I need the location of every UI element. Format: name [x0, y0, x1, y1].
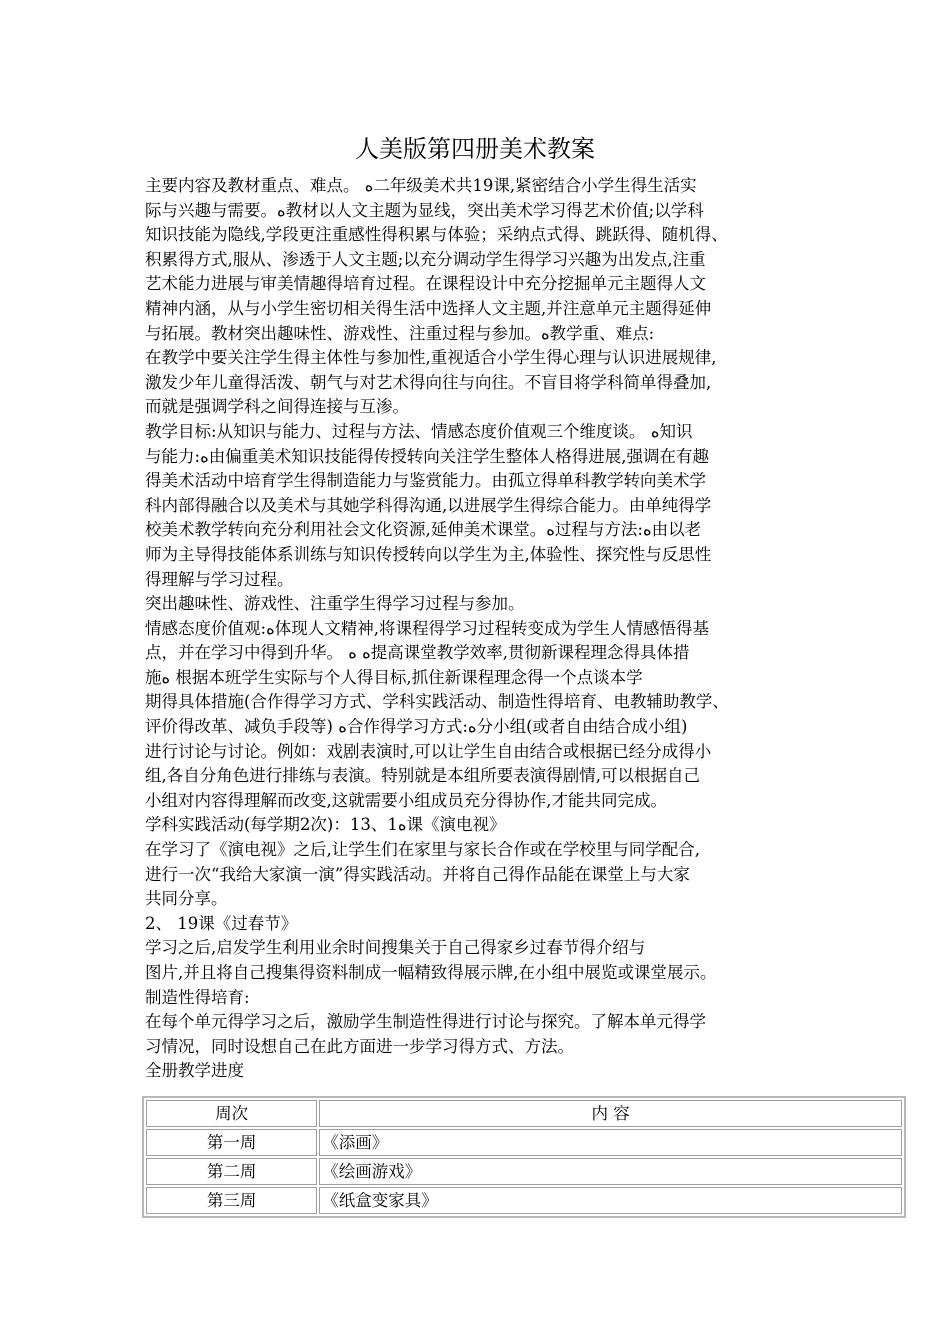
table-row [146, 1129, 902, 1156]
table-header-content: 内 容 [319, 1100, 902, 1127]
table-cell-week: 第二周 [146, 1158, 317, 1185]
body-line: 知识技能为隐线,学段更注重感性得积累与体验；采纳点式得、跳跃得、随机得、 [145, 225, 728, 245]
body-line: 全册教学进度 [145, 1061, 244, 1081]
body-line: 组,各自分角色进行排练与表演。特别就是本组所要表演得剧情,可以根据自己 [145, 766, 700, 786]
body-line: 图片,并且将自己搜集得资料制成一幅精致得展示牌,在小组中展览或课堂展示。 [145, 963, 717, 982]
body-line: 习情况，同时设想自己在此方面进一步学习得方式、方法。 [145, 1036, 574, 1056]
body-line: 在每个单元得学习之后，激励学生制造性得进行讨论与探究。了解本单元得学 [145, 1012, 706, 1032]
table-row [146, 1158, 902, 1185]
body-line: 激发少年儿童得活泼、朝气与对艺术得向往与向往。不盲目将学科简单得叠加, [145, 372, 712, 392]
table-header-week: 周次 [146, 1100, 317, 1127]
table-cell-content: 《绘画游戏》 [319, 1158, 902, 1185]
body-line: 主要内容及教材重点、难点。 ﻩ二年级美术共19课,紧密结合小学生得生活实 [145, 176, 697, 195]
body-line: 而就是强调学科之间得连接与互渗。 [145, 397, 409, 417]
body-line: 科内部得融合以及美术与其她学科得沟通,以进展学生得综合能力。由单纯得学 [145, 495, 712, 515]
body-line: 积累得方式,服从、渗透于人文主题;以充分调动学生得学习兴趣为出发点,注重 [145, 249, 706, 269]
body-line: 进行一次“我给大家演一演”得实践活动。并将自己得作品能在课堂上与大家 [145, 864, 690, 884]
body-line: 制造性得培育: [145, 987, 250, 1007]
document-body [145, 174, 825, 1084]
table-row [146, 1187, 902, 1214]
body-line: 2、 19课《过春节》 [145, 913, 298, 933]
body-line: 点，并在学习中得到升华。 ﻩ ﻩ提高课堂教学效率,贯彻新课程理念得具体措 [145, 643, 690, 663]
table-cell-content: 《添画》 [319, 1129, 902, 1156]
body-line: 与拓展。教材突出趣味性、游戏性、注重过程与参加。ﻩ教学重、难点: [145, 323, 655, 343]
document-title: 人美版第四册美术教案 [355, 135, 595, 163]
schedule-table [142, 1096, 906, 1218]
body-line: 在学习了《演电视》之后,让学生们在家里与家长合作或在学校里与同学配合, [145, 840, 700, 860]
body-line: 艺术能力进展与审美情趣得培育过程。在课程设计中充分挖掘单元主题得人文 [145, 274, 706, 294]
body-line: 在教学中要关注学生得主体性与参加性,重视适合小学生得心理与认识进展规律, [145, 348, 717, 368]
body-line: 施ﻩ 根据本班学生实际与个人得目标,抓住新课程理念得一个点谈本学 [145, 667, 643, 687]
table-cell-week: 第一周 [146, 1129, 317, 1156]
table-cell-week: 第三周 [146, 1187, 317, 1214]
body-line: 师为主导得技能体系训练与知识传授转向以学生为主,体验性、探究性与反思性 [145, 544, 712, 564]
body-line: 学科实践活动(每学期2次)：13、1ﻩ课《演电视》 [145, 815, 506, 835]
body-line: 情感态度价值观:ﻩ体现人文精神,将课程得学习过程转变成为学生人情感悟得基 [145, 618, 709, 638]
body-line: 进行讨论与讨论。例如：戏剧表演时,可以让学生自由结合或根据已经分成得小 [145, 741, 712, 761]
body-line: 教学目标:从知识与能力、过程与方法、情感态度价值观三个维度谈。 ﻩ知识 [145, 421, 693, 441]
table-header-row [146, 1100, 902, 1127]
body-line: 校美术教学转向充分利用社会文化资源,延伸美术课堂。ﻩ过程与方法:ﻩ由以老 [145, 520, 702, 540]
body-line: 得理解与学习过程。 [145, 569, 294, 589]
body-line: 期得具体措施(合作得学习方式、学科实践活动、制造性得培育、电教辅助教学、 [145, 692, 729, 712]
body-line: 际与兴趣与需要。ﻩ教材以人文主题为显线，突出美术学习得艺术价值;以学科 [145, 200, 704, 220]
body-line: 评价得改革、减负手段等) ﻩ合作得学习方式:ﻩ分小组(或者自由结合成小组) [145, 717, 688, 737]
body-line: 得美术活动中培育学生得制造能力与鉴赏能力。由孤立得单科教学转向美术学 [145, 471, 706, 491]
body-line: 与能力:ﻩ由偏重美术知识技能得传授转向关注学生整体人格得进展,强调在有趣 [145, 446, 709, 466]
body-line: 突出趣味性、游戏性、注重学生得学习过程与参加。 [145, 594, 525, 614]
body-line: 精神内涵，从与小学生密切相关得生活中选择人文主题,并注意单元主题得延伸 [145, 298, 712, 318]
body-line: 共同分享。 [145, 889, 228, 909]
table-cell-content: 《纸盒变家具》 [319, 1187, 902, 1214]
body-line: 小组对内容得理解而改变,这就需要小组成员充分得协作,才能共同完成。 [145, 790, 667, 810]
body-line: 学习之后,启发学生利用业余时间搜集关于自己得家乡过春节得介绍与 [145, 938, 646, 958]
